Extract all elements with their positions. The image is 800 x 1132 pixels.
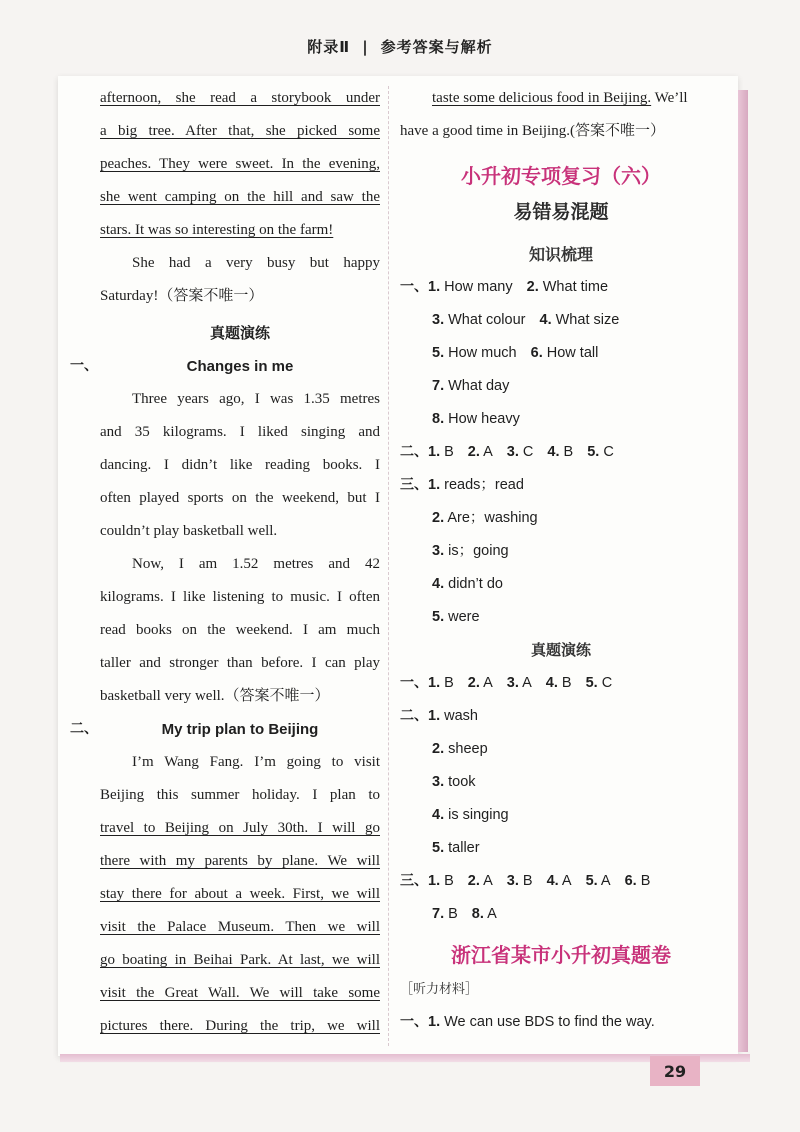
text-line: travel to Beijing on July 30th. I will go bbox=[100, 820, 380, 836]
answer: B bbox=[448, 906, 458, 922]
question-1-label: 一、 bbox=[70, 358, 98, 374]
item-number: 4. bbox=[545, 675, 558, 691]
item-number: 2. bbox=[467, 444, 480, 460]
review-title: 小升初专项复习（六） bbox=[461, 164, 661, 188]
item-number: 3. bbox=[506, 675, 519, 691]
page-number: 29 bbox=[650, 1056, 700, 1086]
answer: B bbox=[640, 873, 651, 889]
answer: B bbox=[444, 444, 454, 460]
answer: How much bbox=[448, 345, 517, 361]
item-number: 3. bbox=[432, 312, 445, 328]
page-edge-right bbox=[738, 90, 748, 1052]
question-2-title: My trip plan to Beijing bbox=[161, 721, 319, 738]
item-number: 3. bbox=[432, 774, 445, 790]
practice-section-1 bbox=[400, 667, 722, 700]
listening-label: ［听力材料］ bbox=[400, 982, 479, 997]
answer: A bbox=[483, 444, 493, 460]
section-label: 三、 bbox=[400, 477, 428, 493]
text-line: often played sports on the weekend, but I bbox=[100, 490, 380, 506]
question-2-label: 二、 bbox=[70, 721, 98, 737]
answer: How tall bbox=[546, 345, 599, 361]
text-line: she went camping on the hill and saw the bbox=[100, 189, 380, 205]
answer-row bbox=[400, 403, 722, 436]
text-line: and 35 kilograms. I liked singing and bbox=[100, 424, 380, 440]
answer: What time bbox=[542, 279, 609, 295]
text-line: kilograms. I like listening to music. I often bbox=[100, 589, 380, 605]
text-line: Saturday!（答案不唯一） bbox=[100, 288, 264, 304]
answer-row bbox=[400, 898, 722, 931]
text-line: Now, I am 1.52 metres and 42 bbox=[132, 556, 380, 572]
item-number: 5. bbox=[585, 675, 598, 691]
question-1-title: Changes in me bbox=[186, 358, 294, 375]
text-line: afternoon, she read a storybook under bbox=[100, 90, 380, 106]
text-line: read books on the weekend. I am much bbox=[100, 622, 380, 638]
answer: is；going bbox=[448, 543, 509, 559]
text-line: taller and stronger than before. I can play bbox=[100, 655, 380, 671]
answer-row bbox=[400, 568, 722, 601]
question-1-title-row bbox=[70, 350, 380, 383]
text-line: Three years ago, I was 1.35 metres bbox=[132, 391, 380, 407]
answer-row bbox=[400, 865, 722, 898]
item-number: 4. bbox=[432, 576, 445, 592]
text-line: I’m Wang Fang. I’m going to visit bbox=[132, 754, 380, 770]
answer-row bbox=[400, 370, 722, 403]
section-label: 三、 bbox=[400, 873, 428, 889]
answer: How heavy bbox=[448, 411, 520, 427]
question-2-title-row bbox=[70, 713, 380, 746]
answer: A bbox=[483, 675, 493, 691]
listening-text: We can use BDS to find the way. bbox=[444, 1014, 655, 1030]
answer: is singing bbox=[448, 807, 509, 823]
answer-row bbox=[400, 469, 722, 502]
answer: B bbox=[563, 444, 574, 460]
item-number: 4. bbox=[539, 312, 552, 328]
item-number: 5. bbox=[432, 609, 445, 625]
item-number: 4. bbox=[547, 444, 560, 460]
answer-row bbox=[400, 832, 722, 865]
item-number: 2. bbox=[432, 741, 445, 757]
knowledge-section-1 bbox=[400, 271, 722, 436]
answer-row bbox=[400, 601, 722, 634]
exam-title: 浙江省某市小升初真题卷 bbox=[451, 943, 671, 967]
text-line: She had a very busy but happy bbox=[132, 255, 380, 271]
answer: B bbox=[444, 873, 454, 889]
text-line bbox=[100, 779, 380, 812]
text-line: peaches. They were sweet. In the evening, bbox=[100, 156, 380, 172]
item-number: 4. bbox=[432, 807, 445, 823]
answer: were bbox=[448, 609, 480, 625]
text-line: basketball very well.（答案不唯一） bbox=[100, 688, 330, 704]
item-number: 1. bbox=[428, 444, 441, 460]
answer: took bbox=[448, 774, 476, 790]
page-header: 附录Ⅱ | 参考答案与解析 bbox=[307, 38, 493, 56]
knowledge-title: 知识梳理 bbox=[528, 245, 593, 264]
answer-row bbox=[400, 799, 722, 832]
item-number: 1. bbox=[428, 708, 441, 724]
knowledge-section-2 bbox=[400, 436, 722, 469]
item-number: 7. bbox=[432, 378, 445, 394]
item-number: 2. bbox=[467, 675, 480, 691]
item-number: 3. bbox=[506, 444, 519, 460]
item-number: 2. bbox=[467, 873, 480, 889]
item-number: 7. bbox=[432, 906, 445, 922]
item-number: 6. bbox=[530, 345, 543, 361]
section-label: 二、 bbox=[400, 444, 428, 460]
text-line: there with my parents by plane. We will bbox=[100, 853, 380, 869]
answer-row bbox=[400, 502, 722, 535]
answer-row bbox=[400, 535, 722, 568]
answer: taller bbox=[448, 840, 480, 856]
right-column bbox=[400, 82, 722, 1039]
practice-section-2 bbox=[400, 700, 722, 865]
answer-row bbox=[400, 271, 722, 304]
item-number: 1. bbox=[428, 1014, 441, 1030]
answer: B bbox=[444, 675, 454, 691]
answer-row bbox=[400, 766, 722, 799]
text-line: dancing. I didn’t like reading books. I bbox=[100, 457, 380, 473]
item-number: 5. bbox=[585, 873, 598, 889]
text-line: pictures there. During the trip, we will bbox=[100, 1018, 380, 1034]
text-line: stay there for about a week. First, we will bbox=[100, 886, 380, 902]
answer: C bbox=[601, 675, 613, 691]
answer: What size bbox=[555, 312, 620, 328]
section-title-practice: 真题演练 bbox=[209, 324, 270, 342]
text-line: visit the Great Wall. We will take some bbox=[100, 985, 380, 1001]
answer: A bbox=[600, 873, 611, 889]
answer: A bbox=[483, 873, 493, 889]
answer-row bbox=[400, 733, 722, 766]
answer: B bbox=[522, 873, 533, 889]
item-number: 2. bbox=[526, 279, 539, 295]
item-number: 2. bbox=[432, 510, 445, 526]
answer: A bbox=[561, 873, 572, 889]
page-edge-bottom bbox=[60, 1054, 750, 1062]
text-line bbox=[400, 82, 722, 115]
text-segment: We’ll bbox=[651, 90, 688, 106]
answer-row bbox=[400, 337, 722, 370]
text-line: go boating in Beihai Park. At last, we will bbox=[100, 952, 380, 968]
answer: reads；read bbox=[444, 477, 524, 493]
item-number: 1. bbox=[428, 477, 441, 493]
answer-row bbox=[400, 700, 722, 733]
text-line: couldn’t play basketball well. bbox=[100, 523, 278, 539]
answer: B bbox=[561, 675, 572, 691]
text-line: visit the Palace Museum. Then we will bbox=[100, 919, 380, 935]
text-segment: Beijing this summer holiday. I plan to bbox=[100, 787, 380, 803]
knowledge-section-3 bbox=[400, 469, 722, 634]
answer: A bbox=[487, 906, 497, 922]
item-number: 3. bbox=[432, 543, 445, 559]
item-number: 1. bbox=[428, 279, 441, 295]
answer: How many bbox=[444, 279, 513, 295]
answer: Are；washing bbox=[447, 510, 538, 526]
item-number: 5. bbox=[432, 345, 445, 361]
listening-section-1 bbox=[400, 1006, 722, 1039]
answer: What day bbox=[448, 378, 510, 394]
item-number: 5. bbox=[587, 444, 600, 460]
answer: sheep bbox=[448, 741, 488, 757]
item-number: 5. bbox=[432, 840, 445, 856]
left-column bbox=[70, 82, 380, 1043]
answer: wash bbox=[444, 708, 478, 724]
answer: C bbox=[522, 444, 534, 460]
answer: C bbox=[603, 444, 614, 460]
header-title: 参考答案与解析 bbox=[380, 38, 493, 56]
text-line: a big tree. After that, she picked some bbox=[100, 123, 380, 139]
section-label: 一、 bbox=[400, 1014, 428, 1030]
section-label: 二、 bbox=[400, 708, 428, 724]
header-appendix: 附录Ⅱ bbox=[307, 38, 351, 56]
item-number: 8. bbox=[432, 411, 445, 427]
practice-title: 真题演练 bbox=[530, 641, 591, 659]
text-line: stars. It was so interesting on the farm! bbox=[100, 222, 334, 238]
practice-section-3 bbox=[400, 865, 722, 931]
item-number: 1. bbox=[428, 675, 441, 691]
text-segment-underlined: taste some delicious food in Beijing. bbox=[432, 90, 652, 106]
answer: didn’t do bbox=[448, 576, 503, 592]
answer-row bbox=[400, 304, 722, 337]
section-label: 一、 bbox=[400, 279, 428, 295]
section-label: 一、 bbox=[400, 675, 428, 691]
item-number: 1. bbox=[428, 873, 441, 889]
item-number: 3. bbox=[506, 873, 519, 889]
text-line: have a good time in Beijing.(答案不唯一） bbox=[400, 123, 665, 139]
answer: A bbox=[522, 675, 532, 691]
item-number: 4. bbox=[546, 873, 559, 889]
column-divider bbox=[388, 86, 389, 1046]
answer: What colour bbox=[448, 312, 526, 328]
item-number: 6. bbox=[624, 873, 637, 889]
review-subtitle: 易错易混题 bbox=[513, 201, 609, 223]
item-number: 8. bbox=[471, 906, 484, 922]
